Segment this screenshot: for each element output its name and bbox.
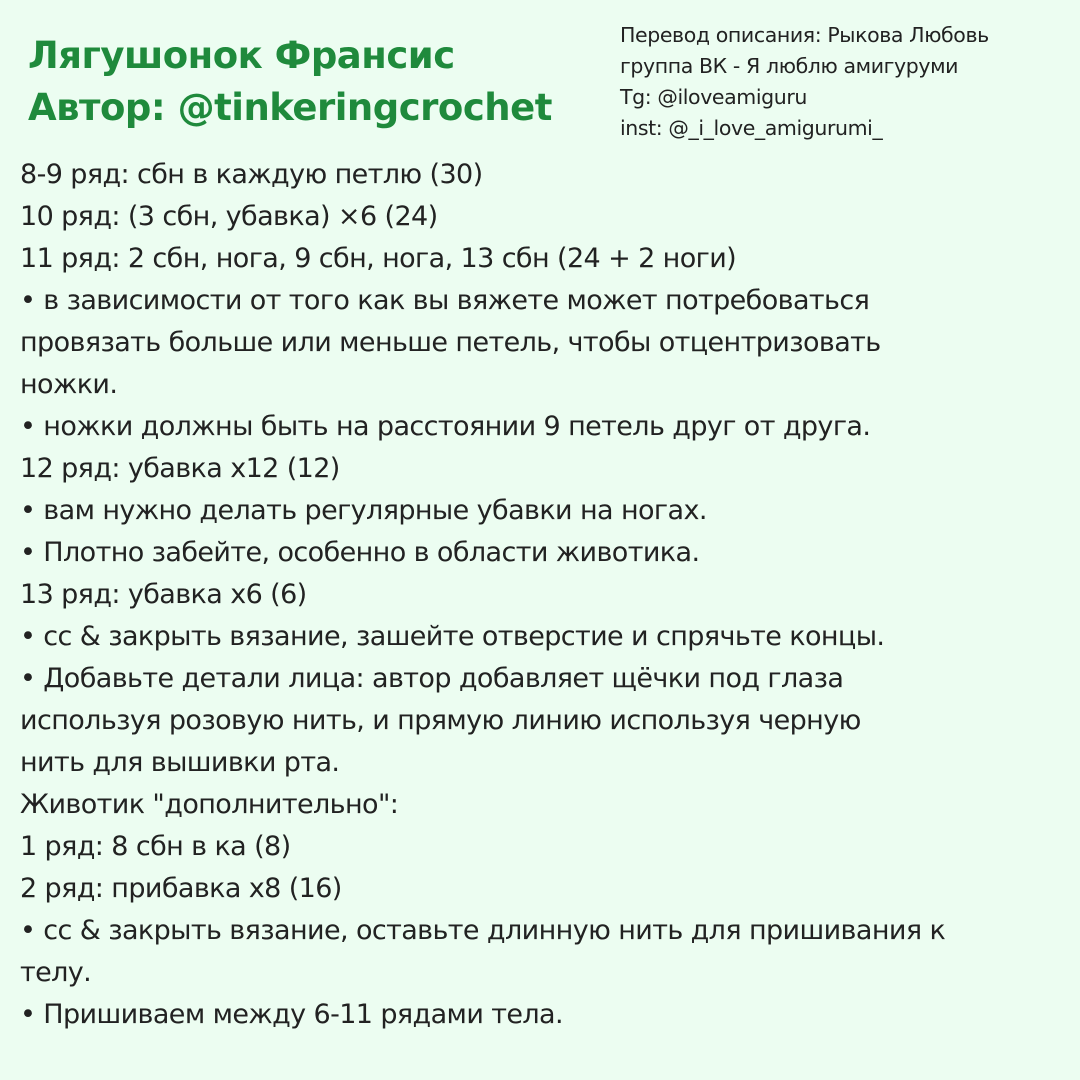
instruction-line: • сс & закрыть вязание, зашейте отверстие и спрячьте концы. [20,621,885,652]
credit-vk-group: группа ВК - Я люблю амигуруми [620,54,959,78]
instruction-line: 11 ряд: 2 сбн, нога, 9 сбн, нога, 13 сбн (24 + 2 ноги) [20,243,737,274]
instruction-line: нить для вышивки рта. [20,747,340,778]
instruction-line: 8-9 ряд: сбн в каждую петлю (30) [20,159,483,190]
instruction-line: 13 ряд: убавка х6 (6) [20,579,307,610]
credit-telegram: Tg: @iloveamiguru [620,85,807,109]
pattern-title [28,30,552,134]
instruction-line: • вам нужно делать регулярные убавки на ногах. [20,495,707,526]
credit-instagram: inst: @_i_love_amigurumi_ [620,116,883,140]
instruction-line: используя розовую нить, и прямую линию используя черную [20,705,861,736]
credit-translator: Перевод описания: Рыкова Любовь [620,23,989,47]
instruction-line: • ножки должны быть на расстоянии 9 петель друг от друга. [20,411,871,442]
instruction-line: • сс & закрыть вязание, оставьте длинную нить для пришивания к [20,915,946,946]
instruction-line: 10 ряд: (3 сбн, убавка) ×6 (24) [20,201,438,232]
title-name: Лягушонок Франсис [28,34,455,77]
section-heading: Животик "дополнительно": [20,789,399,820]
instruction-line: ножки. [20,369,118,400]
instruction-line: провязать больше или меньше петель, чтобы отцентризовать [20,327,881,358]
instruction-line: • Плотно забейте, особенно в области животика. [20,537,700,568]
pattern-instructions [20,154,1080,1036]
instruction-line: 2 ряд: прибавка х8 (16) [20,873,342,904]
title-author: Автор: @tinkeringcrochet [28,86,552,129]
instruction-line: телу. [20,957,92,988]
instruction-line: • Добавьте детали лица: автор добавляет щёчки под глаза [20,663,844,694]
instruction-line: • в зависимости от того как вы вяжете может потребоваться [20,285,870,316]
translation-credits [620,20,989,144]
instruction-line: 12 ряд: убавка х12 (12) [20,453,340,484]
instruction-line: • Пришиваем между 6-11 рядами тела. [20,999,563,1030]
instruction-line: 1 ряд: 8 сбн в ка (8) [20,831,291,862]
